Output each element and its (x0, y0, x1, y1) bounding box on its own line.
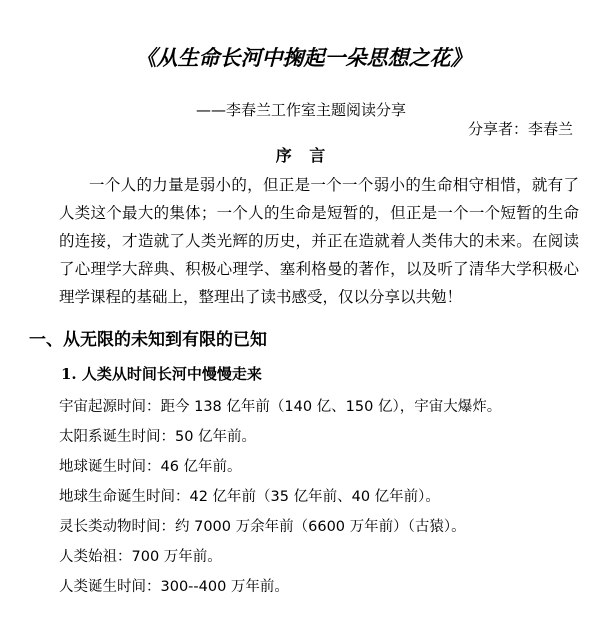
timeline-line: 人类诞生时间：300--400 万年前。 (59, 579, 289, 595)
timeline-line: 灵长类动物时间：约 7000 万余年前（6600 万年前）（古猿）。 (59, 519, 466, 535)
sharer-line: 分享者：李春兰 (468, 120, 574, 138)
timeline-line: 太阳系诞生时间：50 亿年前。 (59, 429, 257, 445)
document-subtitle: ——李春兰工作室主题阅读分享 (196, 101, 407, 119)
timeline-line: 地球生命诞生时间：42 亿年前（35 亿年前、40 亿年前）。 (59, 489, 440, 505)
timeline-line: 宇宙起源时间：距今 138 亿年前（140 亿、150 亿），宇宙大爆炸。 (59, 399, 502, 415)
section-heading: 一、从无限的未知到有限的已知 (29, 330, 267, 350)
timeline-line: 地球诞生时间：46 亿年前。 (59, 459, 242, 475)
preface-paragraph: 一个人的力量是弱小的，但正是一个一个弱小的生命相守相惜，就有了人类这个最大的集体；一个人的生命是短暂的，但正是一个一个短暂的生命的连接，才造就了人类光辉的历史，并正在造就着人类伟大的未来。在阅读了心理学大辞典、积极心理学、塞利格曼的著作，以及听了清华大学积极心理学课程的基础上，整理出了读书感受，仅以分享以共勉！ (59, 176, 579, 306)
preface-heading: 序 言 (275, 146, 332, 165)
document-title: 《从生命长河中掬起一朵思想之花》 (135, 46, 472, 70)
timeline-list (59, 392, 501, 602)
timeline-line: 人类始祖：700 万年前。 (59, 549, 222, 565)
subsection-heading: 1. 人类从时间长河中慢慢走来 (61, 365, 262, 383)
